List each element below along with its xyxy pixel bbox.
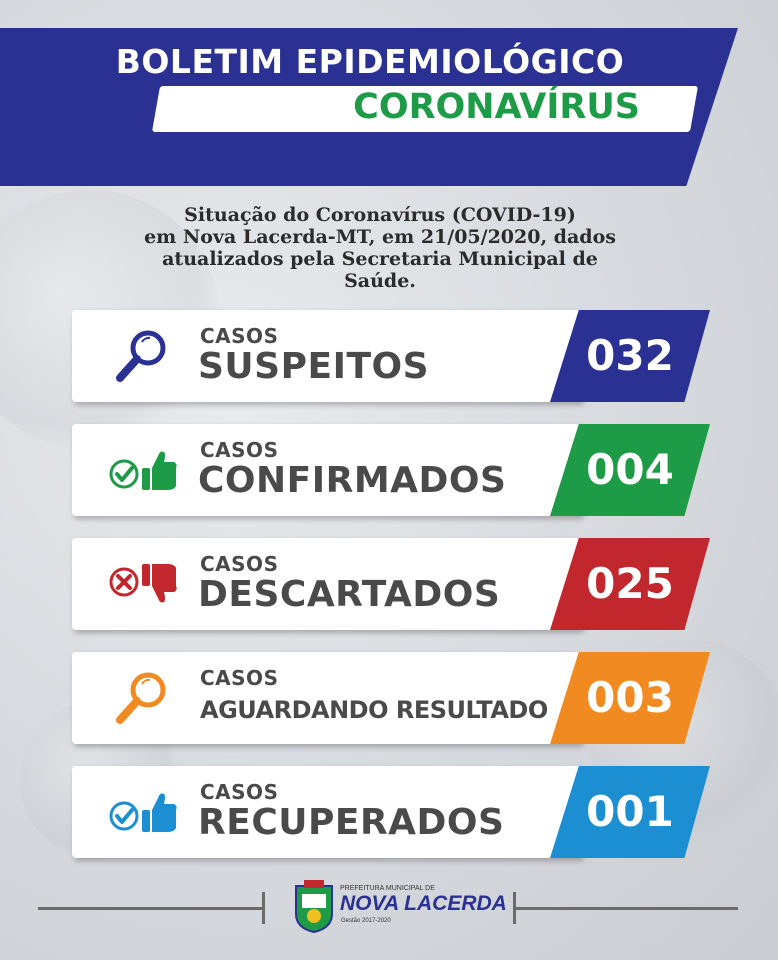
- card-label-small: CASOS: [200, 780, 279, 804]
- card-label: DESCARTADOS: [198, 574, 501, 615]
- card-label-small: CASOS: [200, 552, 279, 576]
- footer-prefeitura: PREFEITURA MUNICIPAL DE: [340, 885, 435, 892]
- card-label: SUSPEITOS: [198, 346, 430, 387]
- card-label-small: CASOS: [200, 666, 279, 690]
- card-descartados: [72, 538, 708, 630]
- card-value: 032: [586, 331, 674, 380]
- card-suspeitos: [72, 310, 708, 402]
- card-label-small: CASOS: [200, 324, 279, 348]
- card-value: 004: [586, 445, 674, 494]
- footer-divider: [513, 892, 516, 924]
- card-aguardando-resultado: [72, 652, 708, 744]
- card-value: 001: [586, 787, 674, 836]
- footer-gestao: Gestão 2017-2020: [341, 918, 391, 924]
- card-label-small: CASOS: [200, 438, 279, 462]
- page-subtitle: CORONAVÍRUS: [353, 87, 640, 127]
- check-thumbs-up-icon: [106, 438, 178, 502]
- card-value: 025: [586, 559, 674, 608]
- intro-line: em Nova Lacerda-MT, em 21/05/2020, dados: [144, 226, 616, 248]
- card-label: CONFIRMADOS: [198, 460, 507, 501]
- intro-text: [140, 204, 620, 292]
- intro-line: Saúde.: [344, 270, 416, 292]
- intro-line: Situação do Coronavírus (COVID-19): [184, 204, 576, 226]
- footer-divider: [38, 907, 262, 910]
- magnifier-icon: [106, 324, 178, 388]
- card-label: AGUARDANDO RESULTADO: [200, 696, 548, 724]
- card-confirmados: [72, 424, 708, 516]
- intro-line: atualizados pela Secretaria Municipal de: [162, 248, 598, 270]
- card-recuperados: [72, 766, 708, 858]
- magnifier-icon: [106, 666, 178, 730]
- check-thumbs-up-icon: [106, 780, 178, 844]
- municipal-crest-icon: [292, 878, 336, 934]
- footer-brand: NOVA LACERDA: [340, 892, 507, 915]
- page-title: BOLETIM EPIDEMIOLÓGICO: [115, 42, 625, 81]
- card-label: RECUPERADOS: [198, 802, 505, 843]
- footer-divider: [516, 907, 738, 910]
- card-value: 003: [586, 673, 674, 722]
- footer-divider: [262, 892, 265, 924]
- x-thumbs-down-icon: [106, 552, 178, 616]
